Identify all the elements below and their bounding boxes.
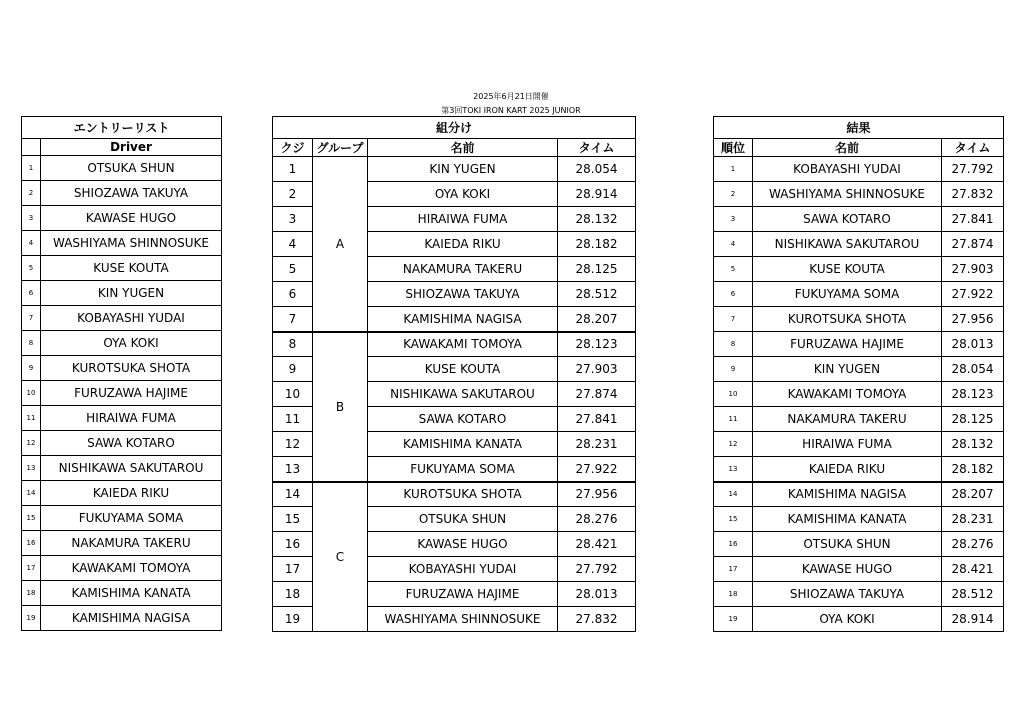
kuji-number: 16: [273, 532, 313, 557]
driver-name: KIN YUGEN: [368, 157, 558, 182]
table-row: [22, 381, 222, 406]
rank-number: 1: [714, 157, 753, 182]
lap-time: 27.956: [942, 307, 1004, 332]
driver-name: KUROTSUKA SHOTA: [753, 307, 942, 332]
driver-name: SAWA KOTARO: [368, 407, 558, 432]
lap-time: 28.512: [558, 282, 636, 307]
driver-name: KOBAYASHI YUDAI: [753, 157, 942, 182]
lap-time: 27.841: [558, 407, 636, 432]
rank-number: 2: [714, 182, 753, 207]
lap-time: 28.207: [942, 482, 1004, 507]
name-column-header: 名前: [368, 139, 558, 157]
table-row: [22, 281, 222, 306]
table-row: [714, 382, 1004, 407]
lap-time: 28.013: [942, 332, 1004, 357]
driver-name: KUSE KOUTA: [753, 257, 942, 282]
table-row: [714, 232, 1004, 257]
driver-name: KAWAKAMI TOMOYA: [368, 332, 558, 357]
driver-name: KAWAKAMI TOMOYA: [41, 556, 222, 581]
lap-time: 28.421: [558, 532, 636, 557]
table-row: [714, 607, 1004, 632]
table-row: [273, 482, 636, 507]
lap-time: 28.054: [942, 357, 1004, 382]
table-row: [22, 306, 222, 331]
table-row: [22, 356, 222, 381]
lap-time: 27.903: [558, 357, 636, 382]
table-row: [22, 531, 222, 556]
kuji-number: 17: [273, 557, 313, 582]
grouping-table: [272, 116, 636, 632]
kuji-number: 9: [273, 357, 313, 382]
lap-time: 28.421: [942, 557, 1004, 582]
entry-no-header: [22, 139, 41, 156]
table-row: [714, 507, 1004, 532]
driver-name: KAMISHIMA NAGISA: [41, 606, 222, 631]
driver-name: FUKUYAMA SOMA: [753, 282, 942, 307]
entry-number: 16: [22, 531, 41, 556]
kuji-number: 4: [273, 232, 313, 257]
entry-number: 10: [22, 381, 41, 406]
rank-number: 4: [714, 232, 753, 257]
driver-name: OYA KOKI: [368, 182, 558, 207]
table-row: [22, 556, 222, 581]
lap-time: 28.512: [942, 582, 1004, 607]
kuji-number: 12: [273, 432, 313, 457]
rank-number: 15: [714, 507, 753, 532]
table-row: [22, 231, 222, 256]
driver-name: NISHIKAWA SAKUTAROU: [41, 456, 222, 481]
kuji-number: 7: [273, 307, 313, 332]
entry-number: 11: [22, 406, 41, 431]
driver-name: KAMISHIMA NAGISA: [753, 482, 942, 507]
rank-number: 5: [714, 257, 753, 282]
kuji-number: 15: [273, 507, 313, 532]
driver-name: NISHIKAWA SAKUTAROU: [368, 382, 558, 407]
lap-time: 27.956: [558, 482, 636, 507]
driver-name: KUSE KOUTA: [368, 357, 558, 382]
entry-number: 14: [22, 481, 41, 506]
rank-number: 9: [714, 357, 753, 382]
driver-name: OYA KOKI: [753, 607, 942, 632]
driver-name: KAMISHIMA KANATA: [368, 432, 558, 457]
entry-number: 6: [22, 281, 41, 306]
driver-name: SHIOZAWA TAKUYA: [753, 582, 942, 607]
driver-name: KUSE KOUTA: [41, 256, 222, 281]
driver-name: KOBAYASHI YUDAI: [41, 306, 222, 331]
driver-name: KOBAYASHI YUDAI: [368, 557, 558, 582]
table-row: [714, 257, 1004, 282]
driver-name: KIN YUGEN: [753, 357, 942, 382]
table-row: [22, 181, 222, 206]
lap-time: 28.132: [558, 207, 636, 232]
table-row: [714, 357, 1004, 382]
driver-name: WASHIYAMA SHINNOSUKE: [753, 182, 942, 207]
lap-time: 27.792: [942, 157, 1004, 182]
event-date: 2025年6月21日開催: [473, 92, 549, 101]
entry-number: 3: [22, 206, 41, 231]
table-row: [22, 481, 222, 506]
group-label: B: [313, 332, 368, 482]
lap-time: 27.874: [942, 232, 1004, 257]
result-name-column-header: 名前: [753, 139, 942, 157]
results-title: 結果: [714, 117, 1004, 139]
driver-name: KUROTSUKA SHOTA: [368, 482, 558, 507]
driver-name: WASHIYAMA SHINNOSUKE: [368, 607, 558, 632]
rank-number: 11: [714, 407, 753, 432]
rank-number: 19: [714, 607, 753, 632]
result-time-column-header: タイム: [942, 139, 1004, 157]
table-row: [714, 157, 1004, 182]
table-row: [273, 332, 636, 357]
entry-number: 9: [22, 356, 41, 381]
table-row: [714, 282, 1004, 307]
lap-time: 28.132: [942, 432, 1004, 457]
table-row: [22, 431, 222, 456]
driver-name: KAMISHIMA NAGISA: [368, 307, 558, 332]
rank-number: 13: [714, 457, 753, 482]
table-row: [714, 307, 1004, 332]
event-title: 第3回TOKI IRON KART 2025 JUNIOR: [441, 106, 581, 115]
lap-time: 28.276: [558, 507, 636, 532]
rank-number: 10: [714, 382, 753, 407]
rank-number: 8: [714, 332, 753, 357]
kuji-number: 19: [273, 607, 313, 632]
lap-time: 27.841: [942, 207, 1004, 232]
time-column-header: タイム: [558, 139, 636, 157]
lap-time: 27.832: [558, 607, 636, 632]
rank-number: 3: [714, 207, 753, 232]
group-label: A: [313, 157, 368, 332]
table-row: [22, 256, 222, 281]
driver-name: SHIOZAWA TAKUYA: [368, 282, 558, 307]
grouping-title: 組分け: [273, 117, 636, 139]
lap-time: 28.054: [558, 157, 636, 182]
driver-name: OTSUKA SHUN: [753, 532, 942, 557]
driver-name: KIN YUGEN: [41, 281, 222, 306]
entry-number: 8: [22, 331, 41, 356]
entry-number: 2: [22, 181, 41, 206]
driver-column-header: Driver: [41, 139, 222, 156]
driver-name: KAIEDA RIKU: [41, 481, 222, 506]
lap-time: 28.123: [942, 382, 1004, 407]
driver-name: SAWA KOTARO: [753, 207, 942, 232]
driver-name: KAIEDA RIKU: [753, 457, 942, 482]
entry-number: 4: [22, 231, 41, 256]
entry-number: 13: [22, 456, 41, 481]
driver-name: KAWAKAMI TOMOYA: [753, 382, 942, 407]
driver-name: KAWASE HUGO: [41, 206, 222, 231]
kuji-number: 1: [273, 157, 313, 182]
lap-time: 27.922: [558, 457, 636, 482]
entry-number: 12: [22, 431, 41, 456]
kuji-number: 2: [273, 182, 313, 207]
kuji-number: 8: [273, 332, 313, 357]
driver-name: KAIEDA RIKU: [368, 232, 558, 257]
lap-time: 27.792: [558, 557, 636, 582]
lap-time: 28.914: [558, 182, 636, 207]
lap-time: 28.914: [942, 607, 1004, 632]
table-row: [22, 606, 222, 631]
rank-number: 16: [714, 532, 753, 557]
kuji-number: 10: [273, 382, 313, 407]
group-label: C: [313, 482, 368, 632]
lap-time: 28.125: [942, 407, 1004, 432]
table-row: [714, 557, 1004, 582]
lap-time: 28.182: [558, 232, 636, 257]
table-row: [22, 206, 222, 231]
driver-name: FUKUYAMA SOMA: [41, 506, 222, 531]
table-row: [714, 182, 1004, 207]
driver-name: SAWA KOTARO: [41, 431, 222, 456]
table-row: [22, 456, 222, 481]
rank-number: 12: [714, 432, 753, 457]
table-row: [22, 331, 222, 356]
driver-name: KUROTSUKA SHOTA: [41, 356, 222, 381]
table-row: [22, 581, 222, 606]
lap-time: 28.276: [942, 532, 1004, 557]
rank-number: 18: [714, 582, 753, 607]
driver-name: OTSUKA SHUN: [368, 507, 558, 532]
group-column-header: グループ: [313, 139, 368, 157]
lap-time: 28.207: [558, 307, 636, 332]
table-row: [714, 532, 1004, 557]
driver-name: HIRAIWA FUMA: [753, 432, 942, 457]
kuji-number: 18: [273, 582, 313, 607]
lap-time: 28.182: [942, 457, 1004, 482]
table-row: [714, 457, 1004, 482]
driver-name: OYA KOKI: [41, 331, 222, 356]
driver-name: NAKAMURA TAKERU: [753, 407, 942, 432]
driver-name: SHIOZAWA TAKUYA: [41, 181, 222, 206]
driver-name: FURUZAWA HAJIME: [41, 381, 222, 406]
entry-number: 7: [22, 306, 41, 331]
kuji-number: 11: [273, 407, 313, 432]
driver-name: WASHIYAMA SHINNOSUKE: [41, 231, 222, 256]
driver-name: NAKAMURA TAKERU: [41, 531, 222, 556]
driver-name: KAWASE HUGO: [368, 532, 558, 557]
entry-number: 18: [22, 581, 41, 606]
lap-time: 27.874: [558, 382, 636, 407]
table-row: [22, 156, 222, 181]
driver-name: NISHIKAWA SAKUTAROU: [753, 232, 942, 257]
lap-time: 28.231: [942, 507, 1004, 532]
lap-time: 28.231: [558, 432, 636, 457]
lap-time: 27.832: [942, 182, 1004, 207]
entry-number: 15: [22, 506, 41, 531]
entry-number: 19: [22, 606, 41, 631]
entry-number: 1: [22, 156, 41, 181]
kuji-number: 5: [273, 257, 313, 282]
driver-name: KAMISHIMA KANATA: [41, 581, 222, 606]
driver-name: NAKAMURA TAKERU: [368, 257, 558, 282]
entry-number: 5: [22, 256, 41, 281]
driver-name: FURUZAWA HAJIME: [753, 332, 942, 357]
table-row: [714, 407, 1004, 432]
rank-column-header: 順位: [714, 139, 753, 157]
driver-name: KAWASE HUGO: [753, 557, 942, 582]
driver-name: HIRAIWA FUMA: [368, 207, 558, 232]
kuji-number: 13: [273, 457, 313, 482]
kuji-number: 6: [273, 282, 313, 307]
table-row: [714, 332, 1004, 357]
table-row: [714, 432, 1004, 457]
results-table: [713, 116, 1004, 632]
table-row: [22, 406, 222, 431]
table-row: [714, 582, 1004, 607]
driver-name: FUKUYAMA SOMA: [368, 457, 558, 482]
lap-time: 27.903: [942, 257, 1004, 282]
lap-time: 28.123: [558, 332, 636, 357]
entry-number: 17: [22, 556, 41, 581]
rank-number: 7: [714, 307, 753, 332]
driver-name: HIRAIWA FUMA: [41, 406, 222, 431]
entry-list-table: [21, 116, 222, 631]
driver-name: OTSUKA SHUN: [41, 156, 222, 181]
kuji-number: 14: [273, 482, 313, 507]
driver-name: KAMISHIMA KANATA: [753, 507, 942, 532]
driver-name: FURUZAWA HAJIME: [368, 582, 558, 607]
table-row: [273, 157, 636, 182]
lap-time: 28.125: [558, 257, 636, 282]
kuji-number: 3: [273, 207, 313, 232]
kuji-column-header: クジ: [273, 139, 313, 157]
lap-time: 27.922: [942, 282, 1004, 307]
rank-number: 6: [714, 282, 753, 307]
entry-list-title: エントリーリスト: [22, 117, 222, 139]
table-row: [22, 506, 222, 531]
table-row: [714, 207, 1004, 232]
rank-number: 14: [714, 482, 753, 507]
table-row: [714, 482, 1004, 507]
rank-number: 17: [714, 557, 753, 582]
lap-time: 28.013: [558, 582, 636, 607]
